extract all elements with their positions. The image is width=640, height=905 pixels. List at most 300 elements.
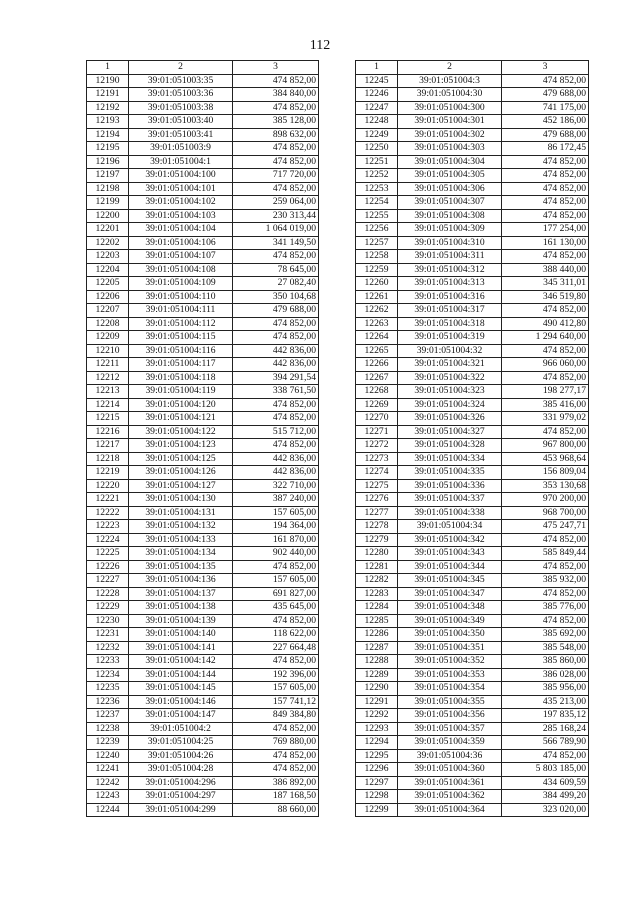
cadastral-number: 39:01:051004:127 — [129, 479, 233, 493]
row-number: 12203 — [87, 250, 129, 264]
cadastral-value: 385 860,00 — [502, 655, 589, 669]
table-row — [87, 601, 319, 615]
cadastral-number: 39:01:051004:25 — [129, 736, 233, 750]
cadastral-number: 39:01:051004:109 — [129, 277, 233, 291]
row-number: 12214 — [87, 398, 129, 412]
row-number: 12208 — [87, 317, 129, 331]
cadastral-number: 39:01:051004:141 — [129, 641, 233, 655]
row-number: 12239 — [87, 736, 129, 750]
cadastral-value: 385 776,00 — [502, 601, 589, 615]
cadastral-value: 5 803 185,00 — [502, 763, 589, 777]
cadastral-value: 474 852,00 — [233, 331, 319, 345]
row-number: 12235 — [87, 682, 129, 696]
row-number: 12225 — [87, 547, 129, 561]
cadastral-number: 39:01:051004:106 — [129, 236, 233, 250]
cadastral-value: 259 064,00 — [233, 196, 319, 210]
cadastral-value: 1 064 019,00 — [233, 223, 319, 237]
table-row — [87, 479, 319, 493]
cadastral-number: 39:01:051004:112 — [129, 317, 233, 331]
cadastral-value: 474 852,00 — [502, 250, 589, 264]
cadastral-number: 39:01:051004:121 — [129, 412, 233, 426]
cadastral-value: 88 660,00 — [233, 803, 319, 817]
row-number: 12259 — [356, 263, 398, 277]
row-number: 12226 — [87, 560, 129, 574]
table-row — [87, 452, 319, 466]
cadastral-number: 39:01:051004:357 — [398, 722, 502, 736]
cadastral-number: 39:01:051004:360 — [398, 763, 502, 777]
cadastral-value: 331 979,02 — [502, 412, 589, 426]
table-row — [356, 344, 589, 358]
cadastral-value: 385 932,00 — [502, 574, 589, 588]
cadastral-number: 39:01:051004:321 — [398, 358, 502, 372]
cadastral-value: 177 254,00 — [502, 223, 589, 237]
row-number: 12190 — [87, 74, 129, 88]
table-row — [356, 533, 589, 547]
table-row — [87, 236, 319, 250]
cadastral-value: 566 789,90 — [502, 736, 589, 750]
row-number: 12210 — [87, 344, 129, 358]
table-row — [356, 452, 589, 466]
cadastral-value: 474 852,00 — [233, 142, 319, 156]
cadastral-value: 157 605,00 — [233, 506, 319, 520]
row-number: 12268 — [356, 385, 398, 399]
row-number: 12216 — [87, 425, 129, 439]
table-row — [356, 115, 589, 129]
table-row — [356, 182, 589, 196]
row-number: 12230 — [87, 614, 129, 628]
row-number: 12294 — [356, 736, 398, 750]
row-number: 12295 — [356, 749, 398, 763]
row-number: 12265 — [356, 344, 398, 358]
row-number: 12193 — [87, 115, 129, 129]
cadastral-value: 442 836,00 — [233, 358, 319, 372]
table-row — [356, 614, 589, 628]
table-row — [356, 385, 589, 399]
table-row — [87, 709, 319, 723]
table-row — [87, 587, 319, 601]
cadastral-number: 39:01:051004:303 — [398, 142, 502, 156]
table-row — [87, 398, 319, 412]
cadastral-number: 39:01:051004:122 — [129, 425, 233, 439]
table-row — [356, 196, 589, 210]
table-row — [356, 709, 589, 723]
cadastral-value: 161 870,00 — [233, 533, 319, 547]
column-header-cadastral: 2 — [398, 61, 502, 75]
cadastral-number: 39:01:051004:301 — [398, 115, 502, 129]
row-number: 12238 — [87, 722, 129, 736]
cadastral-number: 39:01:051004:123 — [129, 439, 233, 453]
column-header-cadastral: 2 — [129, 61, 233, 75]
cadastral-number: 39:01:051004:134 — [129, 547, 233, 561]
row-number: 12224 — [87, 533, 129, 547]
cadastral-value: 968 700,00 — [502, 506, 589, 520]
cadastral-value: 474 852,00 — [502, 614, 589, 628]
cadastral-number: 39:01:051004:327 — [398, 425, 502, 439]
cadastral-number: 39:01:051004:34 — [398, 520, 502, 534]
table-row — [87, 128, 319, 142]
cadastral-number: 39:01:051004:136 — [129, 574, 233, 588]
row-number: 12275 — [356, 479, 398, 493]
cadastral-value: 474 852,00 — [233, 317, 319, 331]
cadastral-value: 475 247,71 — [502, 520, 589, 534]
table-row — [87, 506, 319, 520]
row-number: 12263 — [356, 317, 398, 331]
table-row — [356, 439, 589, 453]
cadastral-number: 39:01:051004:107 — [129, 250, 233, 264]
table-row — [356, 803, 589, 817]
cadastral-number: 39:01:051004:319 — [398, 331, 502, 345]
row-number: 12285 — [356, 614, 398, 628]
cadastral-number: 39:01:051004:328 — [398, 439, 502, 453]
table-row — [87, 169, 319, 183]
cadastral-value: 384 840,00 — [233, 88, 319, 102]
table-row — [356, 236, 589, 250]
row-number: 12266 — [356, 358, 398, 372]
row-number: 12227 — [87, 574, 129, 588]
table-row — [87, 668, 319, 682]
cadastral-number: 39:01:051004:317 — [398, 304, 502, 318]
cadastral-number: 39:01:051004:354 — [398, 682, 502, 696]
cadastral-value: 161 130,00 — [502, 236, 589, 250]
cadastral-value: 442 836,00 — [233, 344, 319, 358]
cadastral-value: 1 294 640,00 — [502, 331, 589, 345]
table-row — [87, 344, 319, 358]
row-number: 12243 — [87, 790, 129, 804]
cadastral-value: 452 186,00 — [502, 115, 589, 129]
table-row — [356, 749, 589, 763]
row-number: 12256 — [356, 223, 398, 237]
row-number: 12284 — [356, 601, 398, 615]
cadastral-value: 338 761,50 — [233, 385, 319, 399]
table-row — [87, 533, 319, 547]
cadastral-value: 388 440,00 — [502, 263, 589, 277]
row-number: 12192 — [87, 101, 129, 115]
row-number: 12246 — [356, 88, 398, 102]
row-number: 12201 — [87, 223, 129, 237]
cadastral-number: 39:01:051004:362 — [398, 790, 502, 804]
cadastral-number: 39:01:051003:35 — [129, 74, 233, 88]
table-row — [87, 304, 319, 318]
table-row — [356, 763, 589, 777]
table-row — [356, 722, 589, 736]
row-number: 12258 — [356, 250, 398, 264]
cadastral-value: 385 128,00 — [233, 115, 319, 129]
cadastral-value: 474 852,00 — [502, 155, 589, 169]
row-number: 12279 — [356, 533, 398, 547]
table-row — [87, 466, 319, 480]
cadastral-value: 474 852,00 — [502, 425, 589, 439]
cadastral-value: 902 440,00 — [233, 547, 319, 561]
cadastral-value: 966 060,00 — [502, 358, 589, 372]
table-row — [356, 155, 589, 169]
cadastral-number: 39:01:051004:103 — [129, 209, 233, 223]
row-number: 12223 — [87, 520, 129, 534]
cadastral-value: 717 720,00 — [233, 169, 319, 183]
row-number: 12231 — [87, 628, 129, 642]
cadastral-value: 187 168,50 — [233, 790, 319, 804]
cadastral-number: 39:01:051004:313 — [398, 277, 502, 291]
table-row — [356, 277, 589, 291]
cadastral-value: 435 645,00 — [233, 601, 319, 615]
cadastral-number: 39:01:051004:353 — [398, 668, 502, 682]
cadastral-number: 39:01:051004:125 — [129, 452, 233, 466]
cadastral-value: 474 852,00 — [502, 182, 589, 196]
row-number: 12222 — [87, 506, 129, 520]
table-row — [87, 641, 319, 655]
cadastral-number: 39:01:051004:145 — [129, 682, 233, 696]
cadastral-number: 39:01:051004:139 — [129, 614, 233, 628]
table-row — [87, 439, 319, 453]
row-number: 12276 — [356, 493, 398, 507]
table-row — [356, 560, 589, 574]
cadastral-value: 453 968,64 — [502, 452, 589, 466]
cadastral-value: 474 852,00 — [233, 439, 319, 453]
cadastral-value: 157 741,12 — [233, 695, 319, 709]
table-row — [356, 736, 589, 750]
table-row — [87, 547, 319, 561]
cadastral-number: 39:01:051003:41 — [129, 128, 233, 142]
cadastral-value: 474 852,00 — [502, 196, 589, 210]
row-number: 12217 — [87, 439, 129, 453]
table-row — [356, 574, 589, 588]
table-row — [356, 101, 589, 115]
row-number: 12264 — [356, 331, 398, 345]
cadastral-number: 39:01:051004:144 — [129, 668, 233, 682]
row-number: 12280 — [356, 547, 398, 561]
row-number: 12260 — [356, 277, 398, 291]
table-row — [356, 304, 589, 318]
cadastral-value: 384 499,20 — [502, 790, 589, 804]
cadastral-number: 39:01:051004:356 — [398, 709, 502, 723]
row-number: 12232 — [87, 641, 129, 655]
row-number: 12236 — [87, 695, 129, 709]
row-number: 12228 — [87, 587, 129, 601]
table-row — [87, 142, 319, 156]
cadastral-value: 474 852,00 — [233, 101, 319, 115]
table-row — [87, 790, 319, 804]
table-row — [87, 763, 319, 777]
table-row — [356, 169, 589, 183]
cadastral-number: 39:01:051004:345 — [398, 574, 502, 588]
table-row — [356, 466, 589, 480]
table-row — [87, 614, 319, 628]
cadastral-number: 39:01:051004:318 — [398, 317, 502, 331]
table-row — [356, 250, 589, 264]
cadastral-value: 385 956,00 — [502, 682, 589, 696]
cadastral-number: 39:01:051004:364 — [398, 803, 502, 817]
row-number: 12237 — [87, 709, 129, 723]
cadastral-number: 39:01:051004:100 — [129, 169, 233, 183]
row-number: 12299 — [356, 803, 398, 817]
row-number: 12288 — [356, 655, 398, 669]
cadastral-value: 322 710,00 — [233, 479, 319, 493]
cadastral-value: 849 384,80 — [233, 709, 319, 723]
table-row — [356, 479, 589, 493]
cadastral-number: 39:01:051004:343 — [398, 547, 502, 561]
table-row — [356, 601, 589, 615]
cadastral-number: 39:01:051004:334 — [398, 452, 502, 466]
table-row — [87, 695, 319, 709]
cadastral-number: 39:01:051004:312 — [398, 263, 502, 277]
cadastral-value: 434 609,59 — [502, 776, 589, 790]
table-header-row — [356, 61, 589, 75]
row-number: 12251 — [356, 155, 398, 169]
table-row — [356, 628, 589, 642]
row-number: 12240 — [87, 749, 129, 763]
cadastral-number: 39:01:051003:38 — [129, 101, 233, 115]
cadastral-number: 39:01:051004:351 — [398, 641, 502, 655]
table-row — [87, 803, 319, 817]
cadastral-number: 39:01:051004:28 — [129, 763, 233, 777]
cadastral-number: 39:01:051004:310 — [398, 236, 502, 250]
table-row — [87, 250, 319, 264]
cadastral-number: 39:01:051004:337 — [398, 493, 502, 507]
row-number: 12241 — [87, 763, 129, 777]
table-row — [356, 547, 589, 561]
row-number: 12267 — [356, 371, 398, 385]
table-row — [87, 722, 319, 736]
table-row — [87, 425, 319, 439]
cadastral-number: 39:01:051004:104 — [129, 223, 233, 237]
cadastral-value: 157 605,00 — [233, 574, 319, 588]
cadastral-value: 156 809,04 — [502, 466, 589, 480]
cadastral-number: 39:01:051004:118 — [129, 371, 233, 385]
cadastral-number: 39:01:051004:120 — [129, 398, 233, 412]
row-number: 12297 — [356, 776, 398, 790]
cadastral-number: 39:01:051004:335 — [398, 466, 502, 480]
page-number: 112 — [309, 38, 331, 53]
table-row — [87, 560, 319, 574]
table-row — [87, 385, 319, 399]
row-number: 12207 — [87, 304, 129, 318]
cadastral-number: 39:01:051004:361 — [398, 776, 502, 790]
cadastral-value: 474 852,00 — [233, 182, 319, 196]
column-header-value: 3 — [502, 61, 589, 75]
row-number: 12292 — [356, 709, 398, 723]
cadastral-value: 346 519,80 — [502, 290, 589, 304]
cadastral-number: 39:01:051004:359 — [398, 736, 502, 750]
table-row — [356, 587, 589, 601]
cadastral-value: 442 836,00 — [233, 466, 319, 480]
table-row — [356, 331, 589, 345]
cadastral-number: 39:01:051004:147 — [129, 709, 233, 723]
row-number: 12198 — [87, 182, 129, 196]
row-number: 12298 — [356, 790, 398, 804]
row-number: 12215 — [87, 412, 129, 426]
cadastral-number: 39:01:051004:130 — [129, 493, 233, 507]
row-number: 12252 — [356, 169, 398, 183]
cadastral-number: 39:01:051004:326 — [398, 412, 502, 426]
table-row — [356, 209, 589, 223]
row-number: 12234 — [87, 668, 129, 682]
cadastral-number: 39:01:051004:355 — [398, 695, 502, 709]
row-number: 12209 — [87, 331, 129, 345]
row-number: 12194 — [87, 128, 129, 142]
table-row — [356, 128, 589, 142]
row-number: 12290 — [356, 682, 398, 696]
row-number: 12253 — [356, 182, 398, 196]
row-number: 12250 — [356, 142, 398, 156]
row-number: 12283 — [356, 587, 398, 601]
table-row — [87, 371, 319, 385]
cadastral-number: 39:01:051004:304 — [398, 155, 502, 169]
column-header-number: 1 — [87, 61, 129, 75]
cadastral-number: 39:01:051004:117 — [129, 358, 233, 372]
cadastral-value: 285 168,24 — [502, 722, 589, 736]
cadastral-value: 741 175,00 — [502, 101, 589, 115]
cadastral-number: 39:01:051003:40 — [129, 115, 233, 129]
table-row — [356, 371, 589, 385]
cadastral-value: 353 130,68 — [502, 479, 589, 493]
cadastral-number: 39:01:051004:140 — [129, 628, 233, 642]
cadastral-number: 39:01:051003:9 — [129, 142, 233, 156]
cadastral-value: 474 852,00 — [233, 398, 319, 412]
cadastral-table-right — [355, 60, 589, 817]
row-number: 12218 — [87, 452, 129, 466]
row-number: 12197 — [87, 169, 129, 183]
cadastral-number: 39:01:051004:111 — [129, 304, 233, 318]
table-row — [87, 209, 319, 223]
table-row — [356, 776, 589, 790]
row-number: 12257 — [356, 236, 398, 250]
cadastral-number: 39:01:051004:108 — [129, 263, 233, 277]
row-number: 12254 — [356, 196, 398, 210]
table-row — [356, 682, 589, 696]
row-number: 12287 — [356, 641, 398, 655]
cadastral-value: 474 852,00 — [502, 169, 589, 183]
table-row — [87, 412, 319, 426]
cadastral-number: 39:01:051004:344 — [398, 560, 502, 574]
row-number: 12244 — [87, 803, 129, 817]
cadastral-number: 39:01:051004:311 — [398, 250, 502, 264]
cadastral-value: 198 277,17 — [502, 385, 589, 399]
cadastral-value: 194 364,00 — [233, 520, 319, 534]
table-row — [87, 520, 319, 534]
table-row — [356, 695, 589, 709]
table-row — [87, 736, 319, 750]
table-row — [356, 493, 589, 507]
table-row — [356, 358, 589, 372]
cadastral-value: 898 632,00 — [233, 128, 319, 142]
row-number: 12278 — [356, 520, 398, 534]
table-row — [87, 776, 319, 790]
row-number: 12202 — [87, 236, 129, 250]
cadastral-number: 39:01:051004:3 — [398, 74, 502, 88]
table-row — [356, 425, 589, 439]
row-number: 12213 — [87, 385, 129, 399]
table-row — [87, 74, 319, 88]
cadastral-number: 39:01:051004:349 — [398, 614, 502, 628]
cadastral-value: 479 688,00 — [502, 88, 589, 102]
row-number: 12282 — [356, 574, 398, 588]
table-row — [87, 655, 319, 669]
row-number: 12245 — [356, 74, 398, 88]
cadastral-value: 474 852,00 — [502, 560, 589, 574]
row-number: 12255 — [356, 209, 398, 223]
cadastral-number: 39:01:051004:308 — [398, 209, 502, 223]
row-number: 12248 — [356, 115, 398, 129]
cadastral-number: 39:01:051004:119 — [129, 385, 233, 399]
row-number: 12296 — [356, 763, 398, 777]
cadastral-number: 39:01:051004:2 — [129, 722, 233, 736]
cadastral-value: 345 311,01 — [502, 277, 589, 291]
cadastral-value: 474 852,00 — [233, 74, 319, 88]
table-row — [87, 196, 319, 210]
row-number: 12271 — [356, 425, 398, 439]
cadastral-number: 39:01:051004:101 — [129, 182, 233, 196]
cadastral-value: 967 800,00 — [502, 439, 589, 453]
cadastral-number: 39:01:051004:306 — [398, 182, 502, 196]
